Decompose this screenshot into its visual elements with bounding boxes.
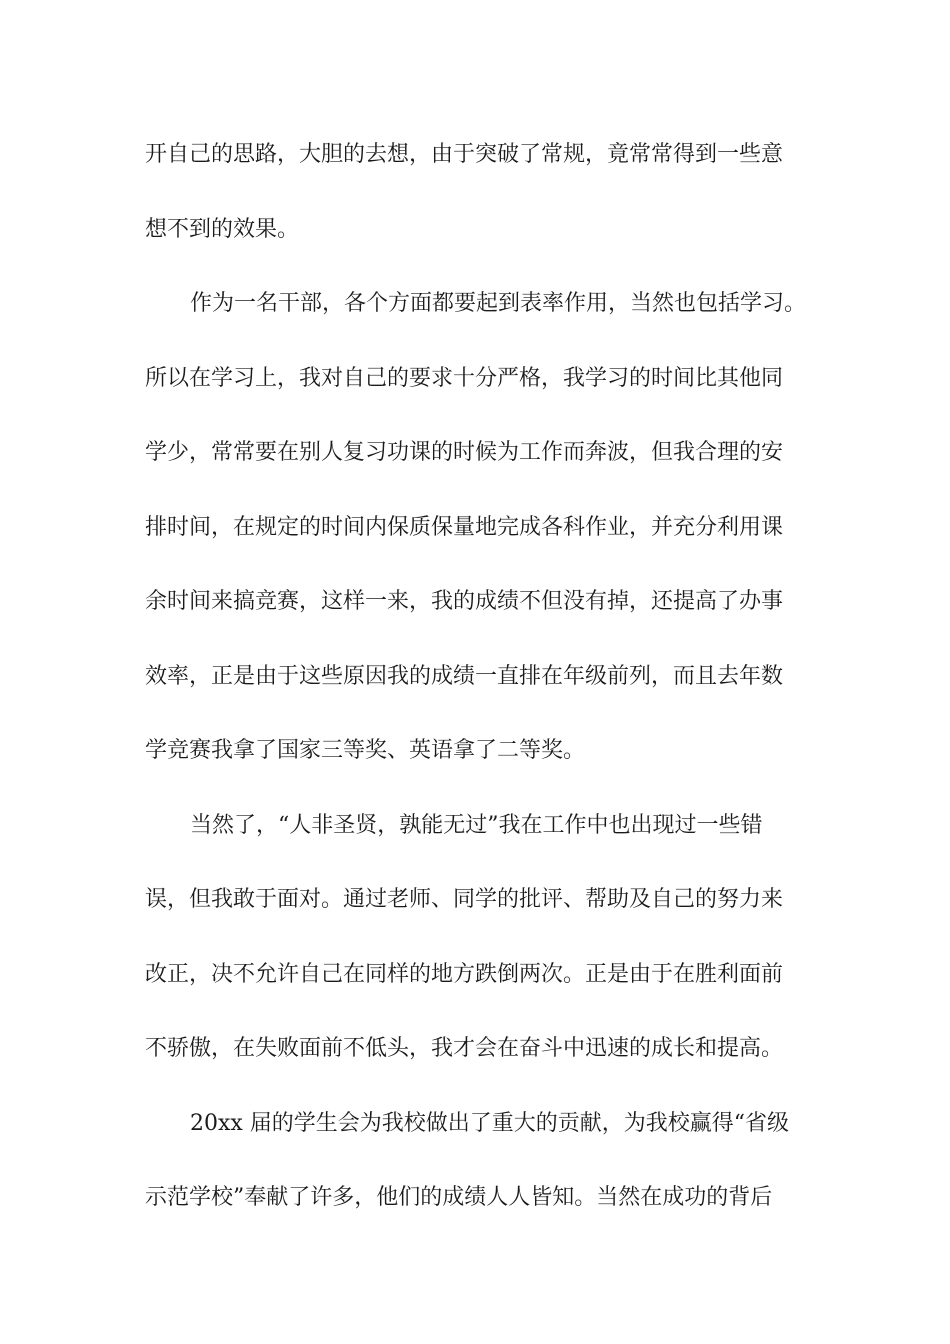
text-line-1: 开自己的思路，大胆的去想，由于突破了常规，竟常常得到一些意 — [145, 142, 784, 167]
text-line-11: 误，但我敢于面对。通过老师、同学的批评、帮助及自己的努力来 — [145, 887, 784, 912]
text-line-6: 排时间，在规定的时间内保质保量地完成各科作业，并充分利用课 — [145, 514, 784, 540]
text-line-15: 示范学校”奉献了许多，他们的成绩人人皆知。当然在成功的背后 — [145, 1185, 773, 1210]
text-line-12: 改正，决不允许自己在同样的地方跌倒两次。正是由于在胜利面前 — [145, 961, 784, 987]
text-line-2: 想不到的效果。 — [145, 216, 300, 242]
text-line-10: 当然了，“人非圣贤，孰能无过”我在工作中也出现过一些错 — [190, 812, 763, 838]
text-line-7: 余时间来搞竞赛，这样一来，我的成绩不但没有掉，还提高了办事 — [145, 589, 784, 614]
text-line-4: 所以在学习上，我对自己的要求十分严格，我学习的时间比其他同 — [145, 365, 784, 391]
document-body — [145, 118, 810, 1236]
text-line-5: 学少，常常要在别人复习功课的时候为工作而奔波，但我合理的安 — [145, 440, 784, 465]
text-line-13: 不骄傲，在失败面前不低头，我才会在奋斗中迅速的成长和提高。 — [145, 1036, 784, 1061]
text-line-9: 学竞赛我拿了国家三等奖、英语拿了二等奖。 — [145, 738, 586, 763]
text-line-3: 作为一名干部，各个方面都要起到表率作用，当然也包括学习。 — [190, 291, 807, 316]
text-line-14: 20xx 届的学生会为我校做出了重大的贡献，为我校赢得“省级 — [190, 1110, 790, 1136]
text-line-8: 效率，正是由于这些原因我的成绩一直排在年级前列，而且去年数 — [145, 663, 784, 689]
